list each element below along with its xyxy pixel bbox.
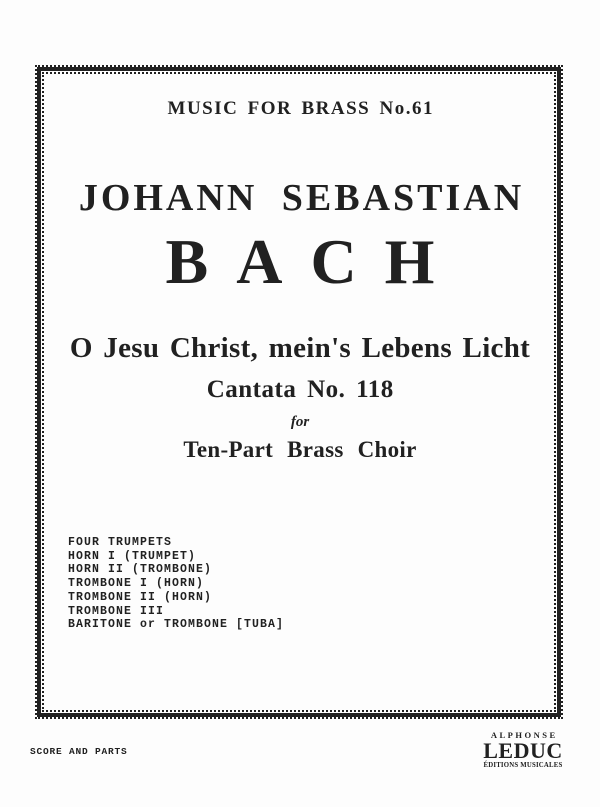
publisher-block (483, 731, 563, 770)
for-label: for (290, 414, 310, 430)
composer-first-names: JOHANN SEBASTIAN (78, 177, 525, 219)
publisher-name-top: ALPHONSE (490, 730, 558, 740)
instrumentation-item: TROMBONE II (HORN) (68, 590, 213, 604)
publisher-logo-text: LEDUC (483, 738, 563, 763)
work-title: O Jesu Christ, mein's Lebens Licht (69, 332, 531, 364)
instrumentation-item: TROMBONE I (HORN) (68, 577, 205, 591)
work-subtitle: Cantata No. 118 (206, 376, 394, 403)
publisher-subtitle: ÉDITIONS MUSICALES (483, 762, 563, 769)
ensemble-title: Ten-Part Brass Choir (183, 437, 417, 462)
composer-surname: BACH (165, 226, 463, 297)
instrumentation-item: TROMBONE III (68, 604, 165, 618)
instrumentation-item: HORN II (TROMBONE) (68, 563, 213, 577)
instrumentation-item: BARITONE or TROMBONE [TUBA] (68, 618, 285, 632)
instrumentation-list (68, 536, 284, 632)
series-title: MUSIC FOR BRASS No.61 (167, 98, 434, 119)
instrumentation-item: HORN I (TRUMPET) (68, 549, 197, 563)
instrumentation-item: FOUR TRUMPETS (68, 536, 173, 549)
score-and-parts-label: SCORE AND PARTS (30, 746, 128, 757)
